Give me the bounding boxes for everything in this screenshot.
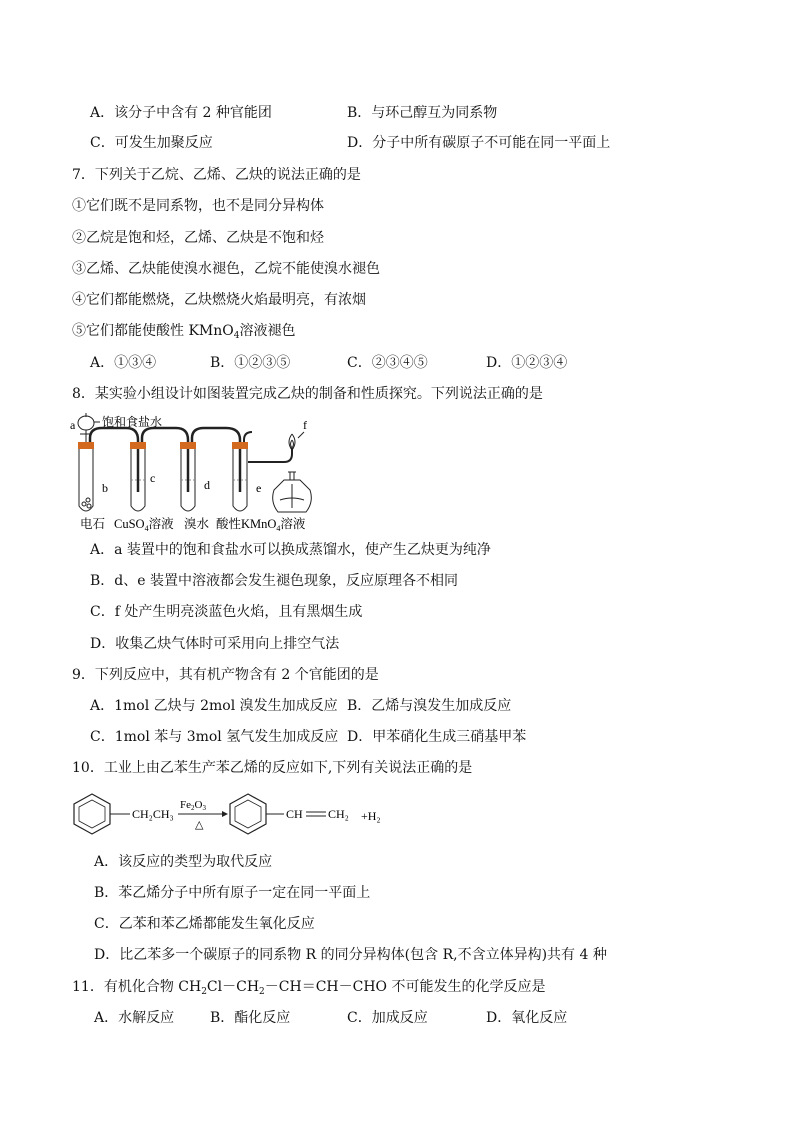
q7-option-c: C．②③④⑤ <box>347 355 428 371</box>
q10-option-d: D．比乙苯多一个碳原子的同系物 R 的同分异构体(包含 R,不含立体异构)共有 4 种 <box>94 947 607 963</box>
reactant-ethyl: CH₂CH₃ <box>132 807 174 821</box>
q9-option-c: C．1mol 苯与 3mol 氢气发生加成反应 <box>90 729 339 745</box>
q6-option-c: C．可发生加聚反应 <box>90 135 213 151</box>
q10-reaction-equation <box>70 788 390 836</box>
label-c: c <box>150 471 156 485</box>
q6-option-a: A．该分子中含有 2 种官能团 <box>90 105 272 121</box>
q7-option-d: D．①②③④ <box>486 355 568 371</box>
label-f: f <box>303 418 307 432</box>
q11-option-d: D．氧化反应 <box>486 1010 568 1026</box>
caption-calcium-carbide: 电石 <box>80 517 106 531</box>
caption-cuso4: CuSO$_4$溶液 <box>114 517 174 533</box>
product-ch: CH <box>286 807 303 821</box>
q10-option-b: B．苯乙烯分子中所有原子一定在同一平面上 <box>94 885 371 901</box>
heat-symbol: △ <box>195 819 204 831</box>
catalyst-fe2o3: Fe2O3 <box>180 799 206 812</box>
q9-option-d: D．甲苯硝化生成三硝基甲苯 <box>347 729 527 745</box>
label-a: a <box>70 418 76 432</box>
q11-option-a: A．水解反应 <box>94 1010 175 1026</box>
q7-statement-2: ②乙烷是饱和烃，乙烯、乙炔是不饱和烃 <box>72 230 324 246</box>
q7-statement-3: ③乙烯、乙炔能使溴水褪色，乙烷不能使溴水褪色 <box>72 261 380 277</box>
q8-apparatus-figure <box>66 410 326 534</box>
q10-option-a: A．该反应的类型为取代反应 <box>94 854 273 870</box>
q7-stem: 7．下列关于乙烷、乙烯、乙炔的说法正确的是 <box>72 167 361 183</box>
q11-option-b: B．酯化反应 <box>210 1010 291 1026</box>
q7-statement-5: ⑤它们都能使酸性 KMnO$_4$溶液褪色 <box>72 323 296 341</box>
q7-statement-1: ①它们既不是同系物，也不是同分异构体 <box>72 198 324 214</box>
q6-option-b: B．与环己醇互为同系物 <box>347 105 498 121</box>
q10-option-c: C．乙苯和苯乙烯都能发生氧化反应 <box>94 916 315 932</box>
label-d: d <box>204 478 210 492</box>
q11-option-c: C．加成反应 <box>347 1010 428 1026</box>
caption-kmno4: 酸性KMnO$_4$溶液 <box>216 517 306 533</box>
q10-stem: 10．工业上由乙苯生产苯乙烯的反应如下,下列有关说法正确的是 <box>72 760 473 776</box>
q8-option-d: D．收集乙炔气体时可采用向上排空气法 <box>90 636 340 652</box>
q8-option-b: B．d、e 装置中溶液都会发生褪色现象，反应原理各不相同 <box>90 573 458 589</box>
q9-stem: 9．下列反应中，其有机产物含有 2 个官能团的是 <box>72 667 379 683</box>
q11-stem: 11．有机化合物 $CH_2Cl-CH_2-CH=CH-CHO$ 不可能发生的化学反应是 <box>72 979 546 997</box>
label-b: b <box>102 481 108 495</box>
label-e: e <box>256 481 262 495</box>
label-funnel: 饱和食盐水 <box>102 415 163 429</box>
caption-bromine-water: 溴水 <box>184 517 210 531</box>
product-h2: +H₂ <box>361 809 381 823</box>
q9-option-a: A．1mol 乙炔与 2mol 溴发生加成反应 <box>90 698 338 714</box>
q8-option-a: A．a 装置中的饱和食盐水可以换成蒸馏水，使产生乙炔更为纯净 <box>90 542 491 558</box>
q7-option-a: A．①③④ <box>90 355 157 371</box>
q8-option-c: C．f 处产生明亮淡蓝色火焰，且有黑烟生成 <box>90 604 363 620</box>
q9-option-b: B．乙烯与溴发生加成反应 <box>347 698 512 714</box>
q8-stem: 8．某实验小组设计如图装置完成乙炔的制备和性质探究。下列说法正确的是 <box>72 386 543 402</box>
q7-statement-4: ④它们都能燃烧，乙炔燃烧火焰最明亮，有浓烟 <box>72 292 366 308</box>
q6-option-d: D．分子中所有碳原子不可能在同一平面上 <box>347 135 611 151</box>
q7-option-b: B．①②③⑤ <box>210 355 291 371</box>
product-ch2: CH₂ <box>328 807 349 821</box>
